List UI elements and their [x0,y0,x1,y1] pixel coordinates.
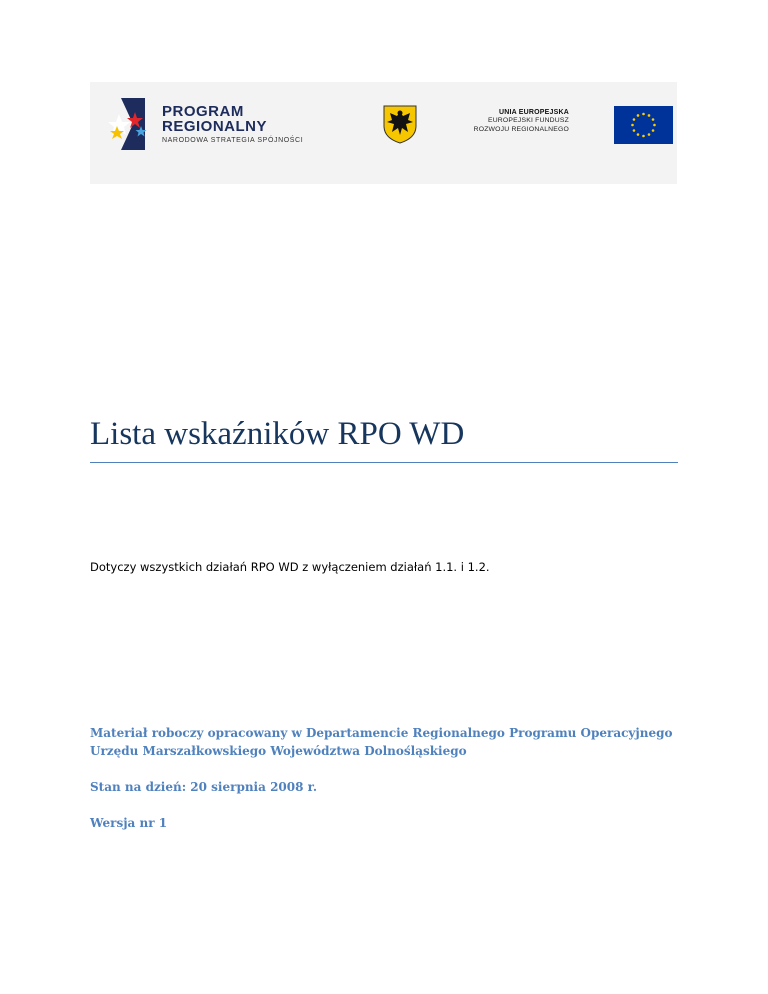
info-line1: Materiał roboczy opracowany w Departamencie Regionalnego Programu Operacyjnego [90,726,673,740]
eu-star-icon [652,118,655,121]
coat-of-arms-eagle-icon [382,104,418,144]
program-subtitle: NARODOWA STRATEGIA SPÓJNOŚCI [162,137,304,144]
document-info [90,724,690,832]
header-logo-band [90,82,677,184]
eu-star-icon [637,133,640,136]
eu-star-icon [642,135,645,138]
info-line2: Urzędu Marszałkowskiego Województwa Dolnośląskiego [90,744,467,758]
status-date: Stan na dzień: 20 sierpnia 2008 r. [90,780,318,794]
eu-star-icon [633,129,636,132]
program-regionalny-logo-icon [105,96,153,152]
program-line2: REGIONALNY [162,118,268,135]
eu-star-icon [653,124,656,127]
eu-star-icon [648,114,651,117]
title-underline [90,462,678,463]
eu-caption [474,109,569,134]
eu-title: UNIA EUROPEJSKA [498,109,569,116]
program-regionalny-wordmark [162,104,303,144]
eu-star-icon [633,118,636,121]
version-label: Wersja nr 1 [90,816,168,830]
eu-star-icon [648,133,651,136]
eu-star-icon [637,114,640,117]
eu-fund-line1: EUROPEJSKI FUNDUSZ [487,117,569,124]
eu-star-icon [642,113,645,116]
eu-fund-line2: ROZWOJU REGIONALNEGO [473,126,569,133]
eu-star-icon [631,124,634,127]
eu-star-icon [652,129,655,132]
program-line1: PROGRAM [162,103,244,120]
eu-flag-icon [614,106,673,144]
document-title: Lista wskaźników RPO WD [90,416,465,452]
scope-note: Dotyczy wszystkich działań RPO WD z wyłączeniem działań 1.1. i 1.2. [90,560,490,574]
